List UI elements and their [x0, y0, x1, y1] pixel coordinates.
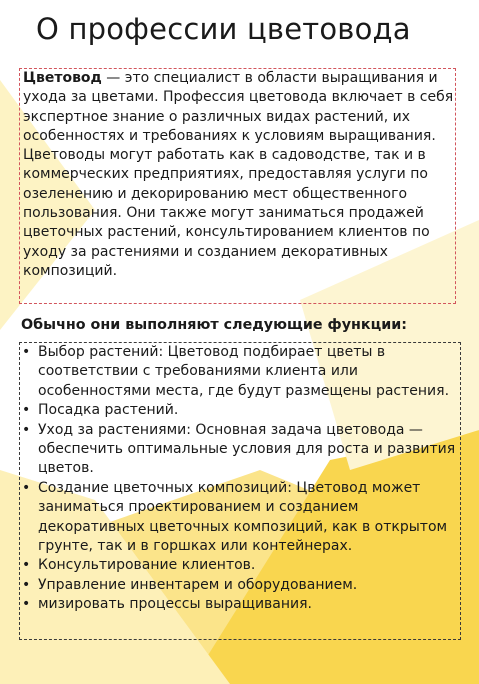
functions-heading: Обычно они выполняют следующие функции: [21, 317, 407, 333]
bullet-icon: • [22, 576, 31, 593]
list-item-text: Посадка растений. [38, 402, 179, 419]
list-item [22, 479, 460, 557]
list-item [22, 595, 460, 614]
intro-term: Цветовод [23, 70, 102, 86]
list-item-text: Уход за растениями: Основная задача цветовода — обеспечить оптимальные условия для роста и развития цветов. [38, 421, 456, 477]
functions-list [22, 343, 460, 615]
list-item-text: мизировать процессы выращивания. [38, 596, 312, 613]
bullet-icon: • [22, 557, 31, 574]
list-item [22, 421, 460, 479]
list-item [22, 343, 460, 401]
intro-text: — это специалист в области выращивания и ухода за цветами. Профессия цветовода включает в себя экспертное знание о различных видах растений, их особенностях и требованиях к условиям выращивания. Цветоводы могут работать как в садоводстве, так и в коммерческих предприятиях, предоставляя услуги по озеленению и декорированию мест общественного пользования. Они также могут заниматься продажей цветочных растений, консультированием клиентов по уходу за растениями и созданием декоративных композиций. [23, 70, 454, 279]
bullet-icon: • [22, 344, 31, 360]
bullet-icon: • [22, 402, 31, 419]
page-title: О профессии цветовода [36, 12, 411, 46]
list-item-text: Создание цветочных композиций: Цветовод может заниматься проектированием и созданием декоративных цветочных композиций, как в открытом грунте, так и в горшках или контейнерах. [38, 479, 448, 555]
list-item-text: Консультирование клиентов. [38, 557, 256, 574]
list-item [22, 401, 460, 420]
intro-paragraph [23, 69, 455, 281]
list-item-text: Управление инвентарем и оборудованием. [38, 576, 358, 593]
bullet-icon: • [22, 421, 31, 438]
list-item-text: Выбор растений: Цветовод подбирает цветы в соответствии с требованиями клиента или особенностями места, где будут размещены растения. [38, 344, 450, 399]
bullet-icon: • [22, 596, 31, 613]
list-item [22, 556, 460, 575]
list-item [22, 576, 460, 595]
bullet-icon: • [22, 479, 31, 496]
